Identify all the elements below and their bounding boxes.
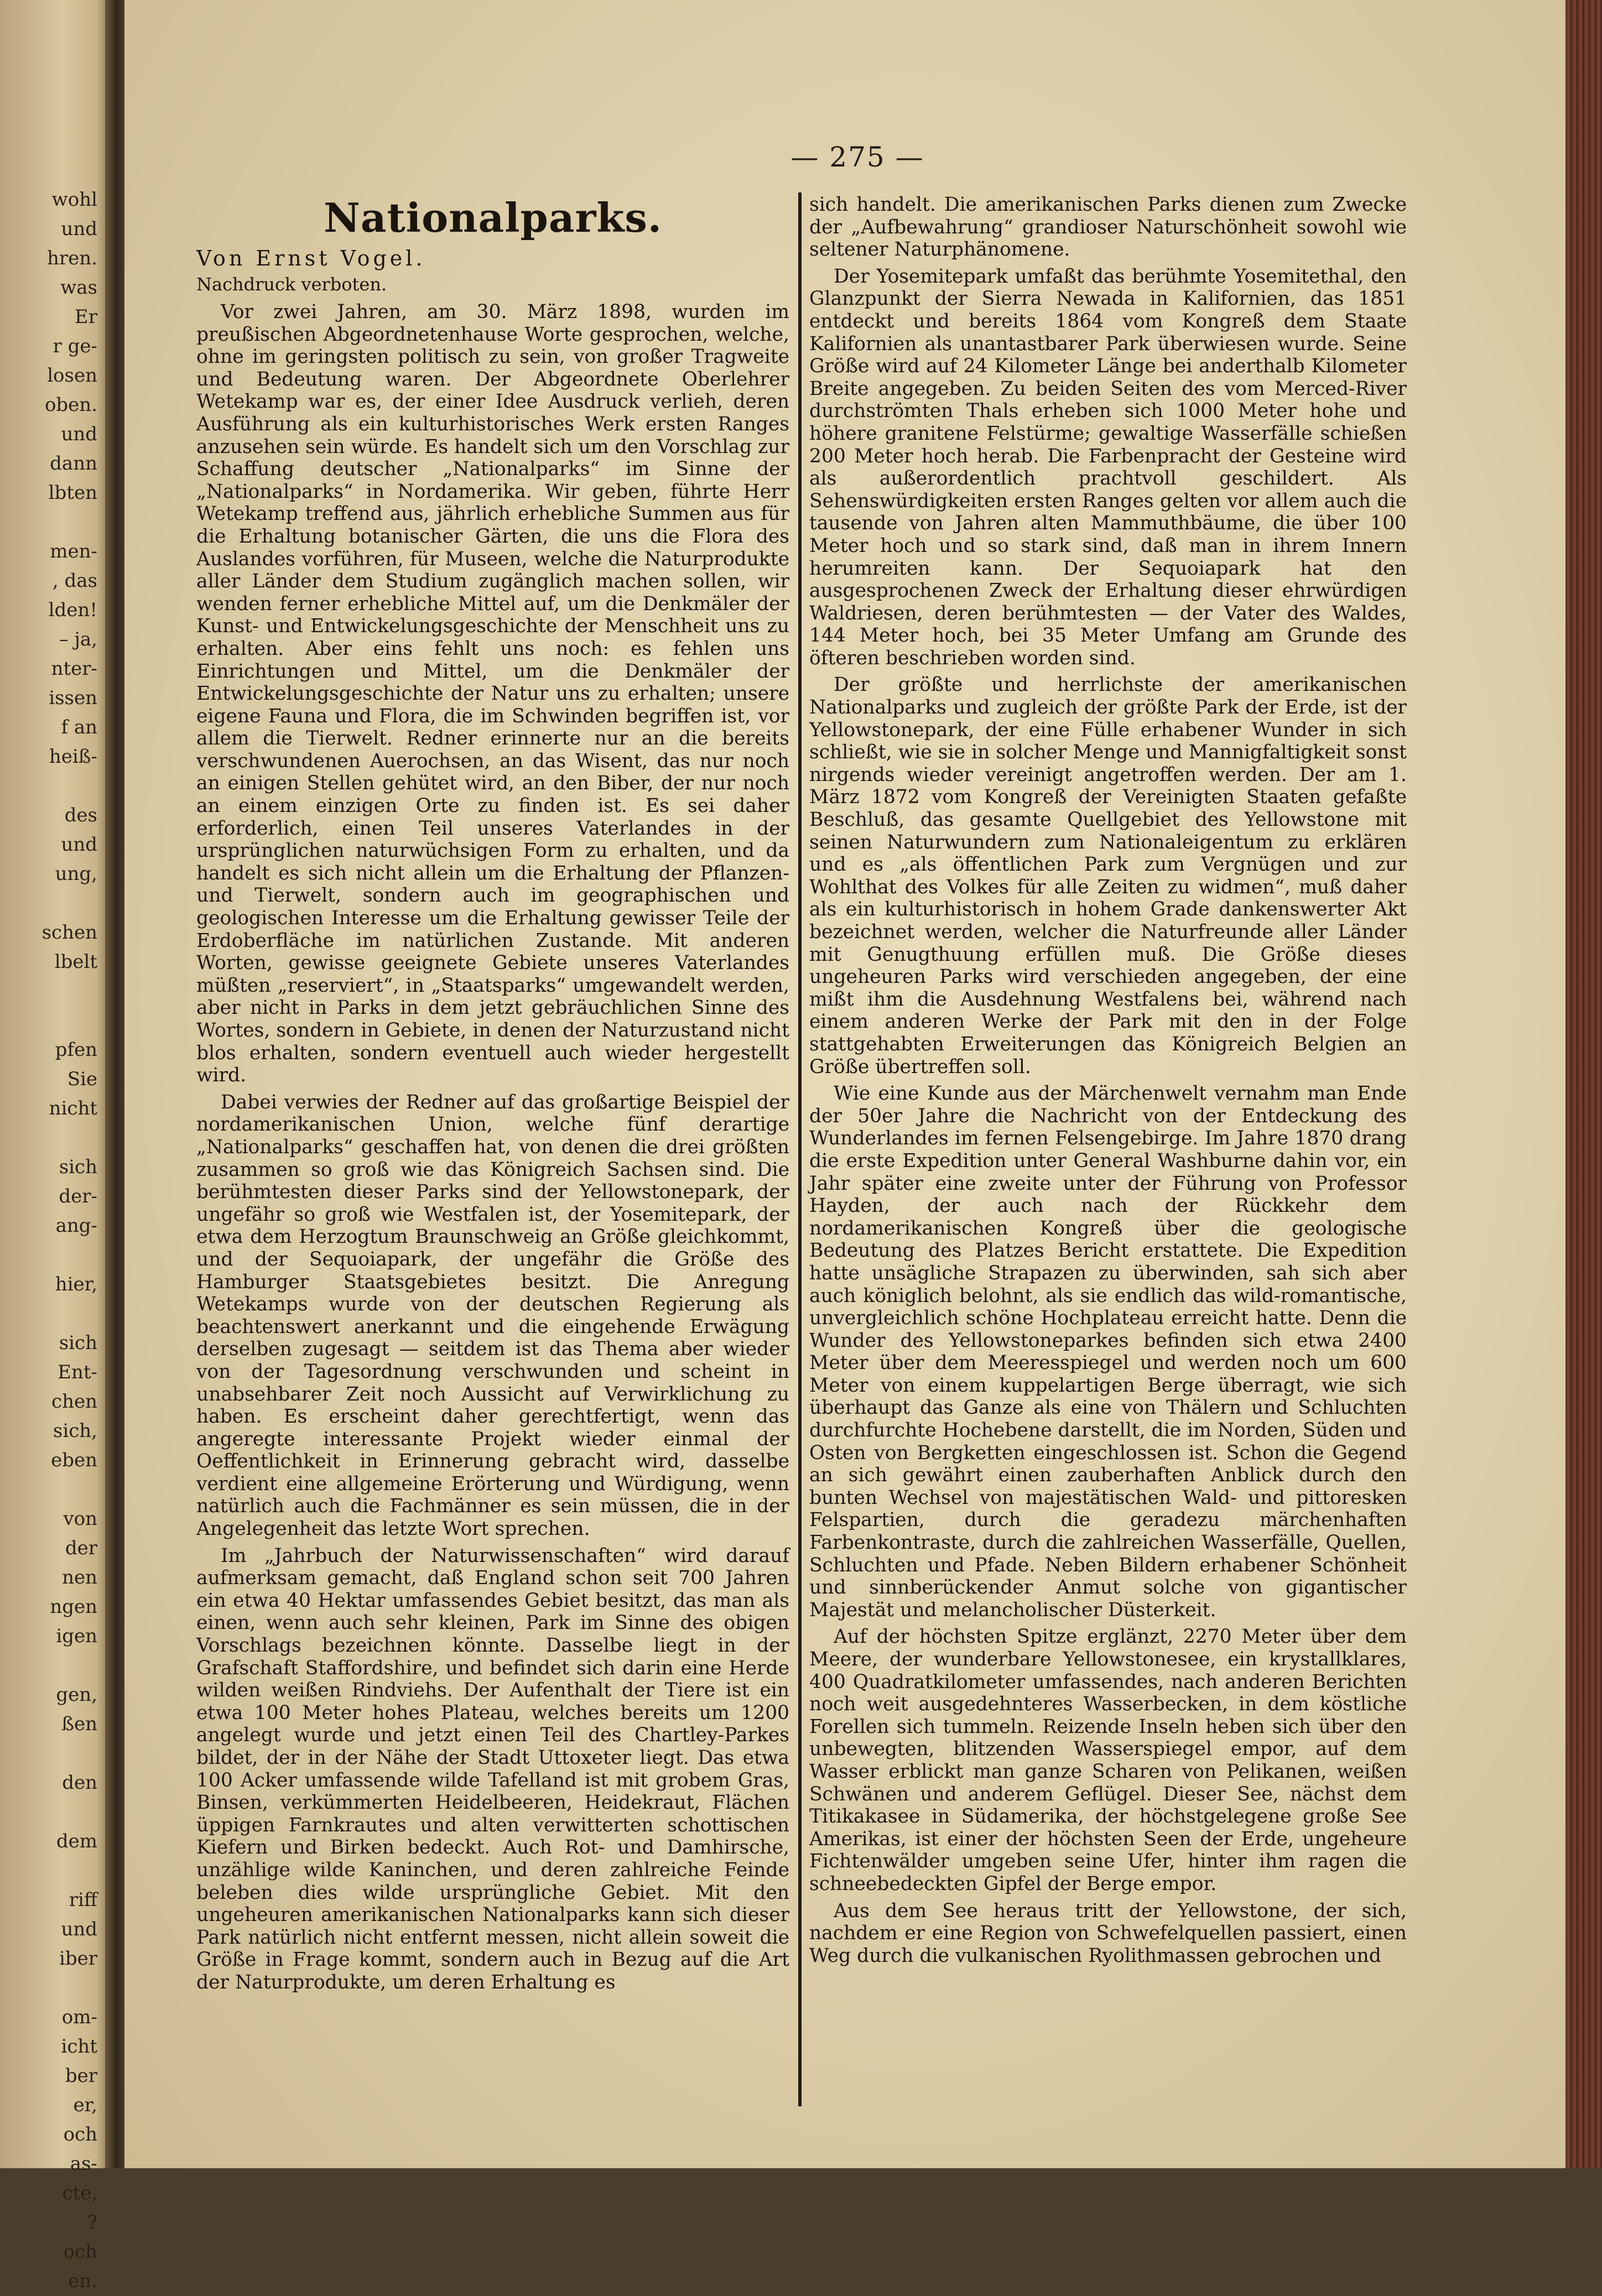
left-page-fragment bbox=[0, 1798, 105, 1827]
left-page-fragment: wohl bbox=[51, 189, 97, 211]
left-page-fragment: er, bbox=[73, 2094, 97, 2116]
left-page-fragment: und bbox=[61, 834, 97, 856]
article-title: Nationalparks. bbox=[324, 194, 662, 241]
left-page-fragment: Ent- bbox=[58, 1361, 97, 1383]
left-page-fragment bbox=[0, 1856, 105, 1886]
left-page-fragment: cte, bbox=[62, 2182, 97, 2204]
left-page-fragment: dann bbox=[50, 452, 97, 475]
left-page-fragment: as- bbox=[70, 2153, 97, 2175]
left-page-fragment: und bbox=[61, 218, 97, 240]
left-page-fragment: von bbox=[63, 1508, 97, 1530]
left-page-fragment: och bbox=[63, 2241, 97, 2263]
left-page-fragment: chen bbox=[51, 1391, 97, 1413]
left-page-fragment: men- bbox=[50, 540, 97, 563]
left-page-fragment: en. bbox=[68, 2270, 97, 2292]
left-page-fragment: dem bbox=[56, 1830, 97, 1852]
left-column bbox=[196, 194, 789, 1994]
paragraph: Im „Jahrbuch der Naturwissenschaften“ wird darauf aufmerksam gemacht, daß England schon seit 700 Jahren ein etwa 40 Hektar umfassendes Gebiet besitzt, das man als einen, wenn auch sehr kleinen, Park im Sinne des obigen Vorschlags bezeichnen könnte. Dasselbe liegt in der Grafschaft Staffordshire, und befindet sich darin eine Herde wilden weißen Rindviehs. Der Aufenthalt der Tiere ist ein etwa 100 Meter hohes Plateau, welches bereits um 1200 angelegt wurde und jetzt einen Teil des Chartley-Parkes bildet, der in der Nähe der Stadt Uttoxeter liegt. Das etwa 100 Acker umfassende wilde Tafelland ist mit grobem Gras, Binsen, verkümmerten Heidelbeeren, Heidekraut, Flächen üppigen Farnkrautes und alten verwitterten schottischen Kiefern und Birken bedeckt. Auch Rot- und Damhirsche, unzählige wilde Kaninchen, und deren zahlreiche Feinde beleben dies wilde ursprüngliche Gebiet. Mit den ungeheuren amerikanischen Nationalparks kann sich dieser Park natürlich nicht entfernt messen, nicht allein soweit die Größe in Frage kommt, sondern auch in Bezug auf die Art der Naturprodukte, um deren Erhaltung es bbox=[196, 1544, 789, 1993]
left-page-fragment: iber bbox=[59, 1948, 97, 1970]
left-page-fragment: sich bbox=[59, 1156, 97, 1178]
left-page-fragment bbox=[0, 1974, 105, 2003]
page-number: — 275 — bbox=[790, 141, 924, 173]
left-page-fragment: nter- bbox=[51, 658, 97, 680]
left-page-text-fragments bbox=[0, 185, 105, 2292]
left-page-fragment: hier, bbox=[55, 1273, 97, 1295]
left-page-fragment: hren. bbox=[47, 247, 97, 269]
left-page-fragment: f an bbox=[61, 716, 97, 738]
left-page-fragment: riff bbox=[69, 1889, 97, 1911]
left-page-fragment: was bbox=[60, 277, 97, 299]
left-page-fragment: heiß- bbox=[49, 746, 97, 768]
left-page-fragment: ang- bbox=[55, 1215, 97, 1237]
left-page-fragment: Er bbox=[74, 306, 97, 328]
paragraph: Dabei verwies der Redner auf das großartige Beispiel der nordamerikanischen Union, welche fünf derartige „Nationalparks“ geschaffen hat, von denen die drei größten zusammen so groß wie das Königreich Sachsen sind. Die berühmtesten dieser Parks sind der Yellowstonepark, der ungefähr so groß wie Westfalen ist, der Yosemitepark, der etwa dem Herzogtum Braunschweig an Größe gleichkommt, und der Sequoiapark, der ungefähr die Größe des Hamburger Staatsgebietes besitzt. Die Anregung Wetekamps wurde von der deutschen Regierung als beachtenswert anerkannt und die eingehende Erwägung derselben zugesagt — seitdem ist das Thema aber wieder von der Tagesordnung verschwunden und scheint in unabsehbarer Zeit noch Aussicht auf Verwirklichung zu haben. Es erscheint daher gerechtfertigt, wenn das angeregte interessante Projekt wieder einmal der Oeffentlichkeit in Erinnerung gebracht wird, dasselbe verdient eine allgemeine Erörterung und Würdigung, wenn natürlich auch die Fachmänner es sein müssen, die in der Angelegenheit das letzte Wort sprechen. bbox=[196, 1091, 789, 1540]
left-page-fragment bbox=[0, 1299, 105, 1329]
left-page-fragment bbox=[0, 1006, 105, 1035]
paragraph: Auf der höchsten Spitze erglänzt, 2270 Meter über dem Meere, der wunderbare Yellowstonesee, ein krystallklares, 400 Quadratkilometer umfassendes, nach anderen Berichten noch weit ausgedehnteres Wasserbecken, in dem köstliche Forellen sich tummeln. Reizende Inseln heben sich über den unbewegten, blitzenden Wasserspiegel empor, auf dem Wasser erblickt man ganze Scharen von Pelikanen, weißen Schwänen und anderem Geflügel. Dieser See, nächst dem Titikakasee in Südamerika, der höchstgelegene große See Amerikas, ist einer der höchsten Seen der Erde, ungeheure Fichtenwälder umgeben seine Ufer, hinter ihm ragen die schneebedeckten Gipfel der Berge empor. bbox=[809, 1626, 1407, 1895]
left-page-fragment bbox=[0, 1241, 105, 1270]
left-page-fragment: schen bbox=[41, 921, 97, 944]
left-page-fragment: eben bbox=[51, 1449, 97, 1471]
paragraph-continued: sich handelt. Die amerikanischen Parks dienen zum Zwecke der „Aufbewahrung“ grandioser Naturschönheit sowohl wie seltener Naturphänomene. bbox=[809, 194, 1407, 261]
paragraph: Wie eine Kunde aus der Märchenwelt vernahm man Ende der 50er Jahre die Nachricht von der Entdeckung des Wunderlandes im fernen Felsengebirge. Im Jahre 1870 drang die erste Expedition unter General Washburne dahin vor, ein Jahr später eine zweite unter der Führung von Professor Hayden, der auch nach der Rückkehr dem nordamerikanischen Kongreß über die geologische Bedeutung des Platzes Bericht erstattete. Die Expedition hatte unsägliche Strapazen zu überwinden, sah sich aber auch königlich belohnt, als sie endlich das wild-romantische, unvergleichlich schöne Hochplateau erreicht hatte. Denn die Wunder des Yellowstoneparkes befinden sich etwa 2400 Meter über dem Meeresspiegel und werden noch um 600 Meter von einem kuppelartigen Berge überragt, wie sich überhaupt das Ganze als eine von Thälern und Schluchten durchfurchte Hochebene darstellt, die im Norden, Süden und Osten von Bergketten eingeschlossen ist. Schon die Gegend an sich gewährt einen zauberhaften Anblick durch den bunten Wechsel von majestätischen Wald- und pittoresken Felspartien, durch die geradezu märchenhaften Farbenkontraste, durch die zahlreichen Wasserfälle, Quellen, Schluchten und Pfade. Neben Bildern erhabener Schönheit und sinnberückender Anmut solche von gigantischer Majestät und melancholischer Düsterkeit. bbox=[809, 1082, 1407, 1621]
left-page-fragment bbox=[0, 772, 105, 801]
paragraph: Aus dem See heraus tritt der Yellowstone, der sich, nachdem er eine Region von Schwefelquellen passiert, einen Weg durch die vulkanischen Ryolithmassen gebrochen und bbox=[809, 1899, 1407, 1967]
left-page-fragment: und bbox=[61, 423, 97, 445]
left-page-fragment bbox=[0, 1739, 105, 1768]
reprint-note: Nachdruck verboten. bbox=[196, 274, 387, 295]
left-page-fragment: gen, bbox=[56, 1684, 97, 1706]
left-page-fragment: ßen bbox=[61, 1713, 97, 1735]
left-page-fragment bbox=[0, 1475, 105, 1504]
left-page-fragment: ung, bbox=[55, 863, 97, 885]
left-page-fragment: der bbox=[65, 1537, 97, 1559]
paragraph: Vor zwei Jahren, am 30. März 1898, wurden im preußischen Abgeordnetenhause Worte gesprochen, welche, ohne im geringsten politisch zu sein, von großer Tragweite und Bedeutung waren. Der Abgeordnete Oberlehrer Wetekamp war es, der einer Idee Ausdruck verlieh, deren Ausführung als ein kulturhistorisches Werk ersten Ranges anzusehen sein würde. Es handelt sich um den Vorschlag zur Schaffung deutscher „Nationalparks“ im Sinne der „Nationalparks“ in Nordamerika. Wir geben, führte Herr Wetekamp treffend aus, jährlich erhebliche Summen aus für die Erhaltung botanischer Gärten, die uns die Flora des Auslandes vorführen, für Museen, welche die Naturprodukte aller Länder dem Studium zugänglich machen sollen, wir wenden ferner erhebliche Mittel auf, um die Denkmäler der Kunst- und Entwickelungsgeschichte der Menschheit uns zu erhalten. Aber eins fehlt uns noch: es fehlen uns Einrichtungen und Mittel, um die Denkmäler der Entwickelungsgeschichte der Natur uns zu erhalten; unsere eigene Fauna und Flora, die im Schwinden begriffen ist, vor allem die Tierwelt. Redner erinnerte nur an die bereits verschwundenen Auerochsen, an das Wisent, das nur noch an einigen Stellen gehütet wird, an den Biber, der nur noch an einem einzigen Orte zu finden ist. Es sei daher erforderlich, einen Teil unseres Vaterlandes in der ursprünglichen naturwüchsigen Form zu erhalten, und da handelt es sich nicht allein um die Erhaltung der Pflanzen- und Tierwelt, sondern auch im geographischen und geologischen Interesse um die Erhaltung gewisser Teile der Erdoberfläche im natürlichen Zustande. Mit anderen Worten, gewisse geeignete Gebiete unseres Vaterlandes müßten „reserviert“, in „Staatsparks“ umgewandelt werden, aber nicht in Parks in dem jetzt gebräuchlichen Sinne des Wortes, sondern in Gebiete, in denen der Naturzustand nicht blos erhalten, sondern eventuell auch wieder hergestellt wird. bbox=[196, 301, 790, 1087]
left-page-fragment bbox=[0, 508, 105, 537]
right-column bbox=[809, 194, 1407, 1967]
left-page-fragment: nen bbox=[62, 1566, 97, 1589]
left-page-fragment: losen bbox=[47, 365, 97, 387]
left-page-fragment: issen bbox=[49, 687, 97, 709]
left-page-fragment: lden! bbox=[48, 599, 97, 621]
article-author: Von Ernst Vogel. bbox=[196, 246, 426, 270]
left-page-fragment bbox=[0, 977, 105, 1006]
left-page-fragment bbox=[0, 1651, 105, 1680]
left-page-fragment: des bbox=[64, 804, 97, 826]
left-page-fragment: och bbox=[63, 2123, 97, 2146]
left-page-fragment: – ja, bbox=[59, 628, 97, 650]
left-page-fragment: Sie bbox=[67, 1068, 97, 1090]
left-page-fragment bbox=[0, 1123, 105, 1153]
book-edge bbox=[1565, 0, 1602, 2168]
left-page-fragment: lbten bbox=[48, 482, 97, 504]
left-page-fragment: pfen bbox=[55, 1039, 97, 1061]
left-page-fragment: r ge- bbox=[53, 335, 97, 357]
left-page-fragment: nicht bbox=[49, 1097, 97, 1120]
left-page-fragment: ngen bbox=[50, 1596, 97, 1618]
left-page-fragment: oben. bbox=[44, 394, 97, 416]
left-page-fragment: und bbox=[61, 1918, 97, 1940]
left-page-fragment: om- bbox=[61, 2006, 97, 2028]
left-page-fragment: ? bbox=[87, 2211, 97, 2233]
left-facing-page bbox=[0, 0, 113, 2292]
paragraph: Der größte und herrlichste der amerikanischen Nationalparks und zugleich der größte Park der Erde, ist der Yellowstonepark, der eine Fülle erhabener Wunder in sich schließt, wie sie in solcher Menge und Mannigfaltigkeit sonst nirgends wieder vereinigt angetroffen werden. Der am 1. März 1872 vom Kongreß der Vereinigten Staaten gefaßte Beschluß, das gesamte Quellgebiet des Yellowstone mit seinen Naturwundern zum Nationaleigentum zu erklären und es „als öffentlichen Park zum Vergnügen und zur Wohlthat des Volkes für alle Zeiten zu widmen“, muß daher als ein kulturhistorisch in hohem Grade dankenswerter Akt bezeichnet werden, welcher die Naturfreunde aller Länder mit Genugthuung erfüllen muß. Die Größe dieses ungeheuren Parks wird verschieden angegeben, der eine mißt ihm die Ausdehnung Westfalens bei, während nach einem anderen Werke der Park mit den in der Folge stattgehabten Erweiterungen das Königreich Belgien an Größe übertreffen soll. bbox=[809, 674, 1407, 1078]
column-rule bbox=[798, 192, 802, 2106]
left-page-fragment: sich bbox=[59, 1332, 97, 1354]
left-page-fragment: ber bbox=[65, 2065, 97, 2087]
left-page-fragment: der- bbox=[59, 1185, 97, 1207]
left-page-fragment: igen bbox=[56, 1625, 97, 1647]
left-page-fragment: sich, bbox=[53, 1420, 97, 1442]
left-page-fragment bbox=[0, 889, 105, 918]
left-page-fragment: den bbox=[62, 1772, 97, 1794]
left-page-fragment: , das bbox=[52, 570, 97, 592]
left-page-fragment: lbelt bbox=[54, 951, 97, 973]
paragraph: Der Yosemitepark umfaßt das berühmte Yosemitethal, den Glanzpunkt der Sierra Newada in Kalifornien, das 1851 entdeckt und bereits 1864 vom Kongreß dem Staate Kalifornien als unantastbarer Park überwiesen wurde. Seine Größe wird auf 24 Kilometer Länge bei anderthalb Kilometer Breite angegeben. Zu beiden Seiten des vom Merced-River durchströmten Thals erheben sich 1000 Meter hohe und höhere granitene Felstürme; gewaltige Wasserfälle schießen 200 Meter hoch herab. Die Farbenpracht der Gesteine wird als außerordentlich prachtvoll geschildert. Als Sehenswürdigkeiten ersten Ranges gelten vor allem auch die tausende von Jahren alten Mammuthbäume, die über 100 Meter hoch und so stark sind, daß man in ihrem Innern herumreiten kann. Der Sequoiapark hat den ausgesprochenen Zweck der Erhaltung dieser ehrwürdigen Waldriesen, deren berühmtesten — der Vater des Waldes, 144 Meter hoch, bei 35 Meter Umfang am Grunde des öfteren beschrieben worden sind. bbox=[809, 265, 1407, 669]
left-page-fragment: icht bbox=[61, 2035, 97, 2058]
